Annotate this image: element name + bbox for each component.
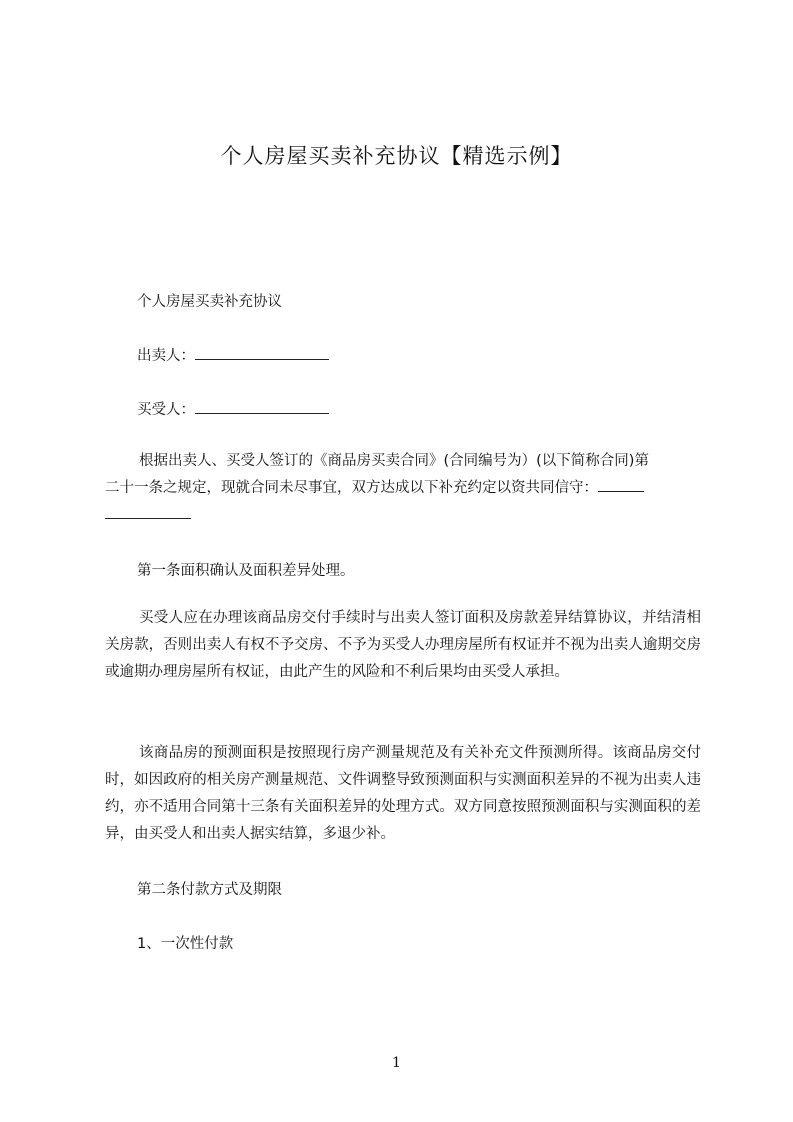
seller-line — [137, 344, 329, 365]
document-title: 个人房屋买卖补充协议【精选示例】 — [220, 144, 573, 168]
intro-line-1: 根据出卖人、买受人签订的《商品房买卖合同》(合同编号为）(以下简称合同)第 — [139, 453, 649, 469]
buyer-blank — [195, 399, 329, 414]
article1-paragraph-1: 买受人应在办理该商品房交付手续时与出卖人签订面积及房款差异结算协议，并结清相关房款，否则出卖人有权不予交房、不予为买受人办理房屋所有权证并不视为出卖人逾期交房或逾期办理房屋所有权证，由此产生的风险和不利后果均由买受人承担。 — [105, 610, 701, 680]
intro-blank-2 — [105, 504, 191, 519]
buyer-label: 买受人： — [137, 402, 195, 418]
seller-blank — [195, 345, 329, 360]
intro-line-2-text: 二十一条之规定，现就合同未尽事宜，双方达成以下补充约定以资共同信守： — [105, 480, 598, 496]
intro-line-2 — [105, 475, 701, 502]
buyer-line — [137, 398, 329, 419]
intro-blank-1 — [598, 477, 644, 492]
page-number: 1 — [392, 1055, 401, 1071]
article1-heading: 第一条面积确认及面积差异处理。 — [137, 563, 355, 579]
article2-heading: 第二条付款方式及期限 — [137, 882, 282, 898]
intro-line-3 — [105, 502, 701, 529]
agreement-subtitle: 个人房屋买卖补充协议 — [137, 294, 282, 310]
seller-label: 出卖人： — [137, 348, 195, 364]
intro-paragraph — [105, 448, 701, 529]
payment-item-1: 1、一次性付款 — [137, 936, 234, 952]
article1-paragraph-2: 该商品房的预测面积是按照现行房产测量规范及有关补充文件预测所得。该商品房交付时，如因政府的相关房产测量规范、文件调整导致预测面积与实测面积差异的不视为出卖人违约，亦不适用合同第十三条有关面积差异的处理方式。双方同意按照预测面积与实测面积的差异，由买受人和出卖人据实结算，多退少补。 — [105, 745, 701, 842]
